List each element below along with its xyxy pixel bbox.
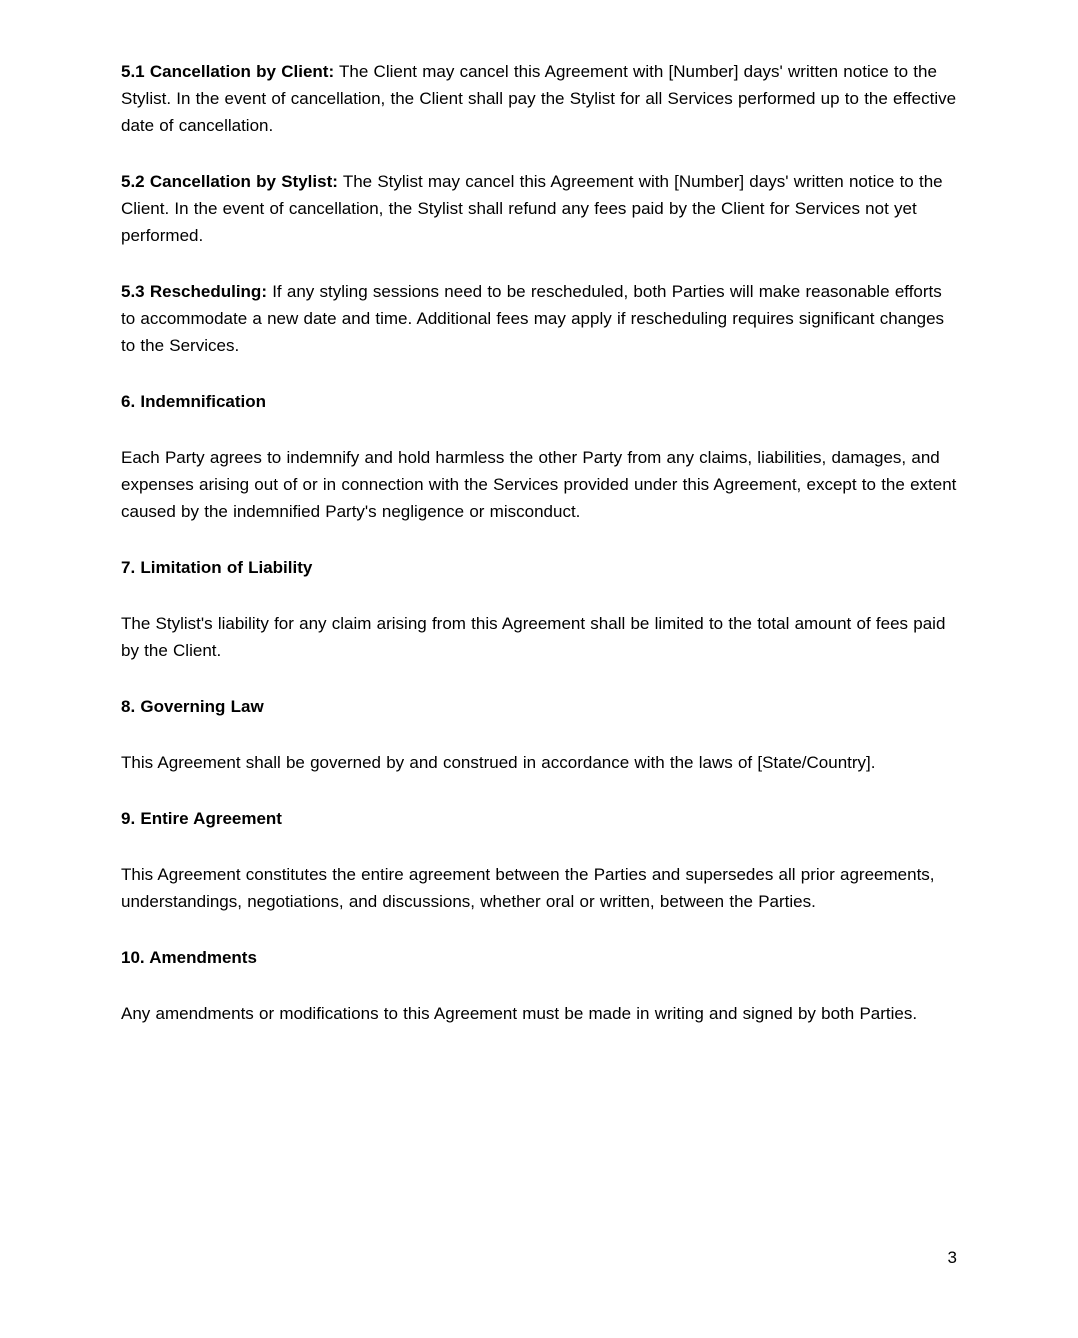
page-number: 3	[947, 1248, 957, 1267]
clause-label: 5.2 Cancellation by Stylist:	[121, 172, 338, 191]
paragraph-entire-agreement	[121, 861, 957, 915]
clause-text: Each Party agrees to indemnify and hold harmless the other Party from any claims, liabilities, damages, and expenses arising out of or in connection with the Services provided under this Agreement, except to the extent caused by the indemnified Party's negligence or misconduct.	[121, 448, 957, 521]
section-heading-limitation-of-liability	[121, 554, 957, 581]
clause-text: The Stylist's liability for any claim arising from this Agreement shall be limited to the total amount of fees paid by the Client.	[121, 614, 946, 660]
clause-text: This Agreement shall be governed by and construed in accordance with the laws of [State/Country].	[121, 753, 876, 772]
section-heading-entire-agreement	[121, 805, 957, 832]
section-heading-governing-law	[121, 693, 957, 720]
document-body	[121, 58, 957, 1027]
section-heading-indemnification	[121, 388, 957, 415]
heading-text: 6. Indemnification	[121, 392, 267, 411]
paragraph-rescheduling	[121, 278, 957, 359]
heading-text: 8. Governing Law	[121, 697, 264, 716]
heading-text: 9. Entire Agreement	[121, 809, 282, 828]
clause-label: 5.3 Rescheduling:	[121, 282, 267, 301]
paragraph-limitation-of-liability	[121, 610, 957, 664]
paragraph-indemnification	[121, 444, 957, 525]
clause-text: If any styling sessions need to be rescheduled, both Parties will make reasonable efforts to accommodate a new date and time. Additional fees may apply if rescheduling requires significant changes to the Services.	[121, 282, 945, 355]
clause-text: Any amendments or modifications to this Agreement must be made in writing and signed by both Parties.	[121, 1004, 918, 1023]
heading-text: 7. Limitation of Liability	[121, 558, 313, 577]
paragraph-cancellation-by-client	[121, 58, 957, 139]
section-heading-amendments	[121, 944, 957, 971]
heading-text: 10. Amendments	[121, 948, 257, 967]
clause-text: The Client may cancel this Agreement with [Number] days' written notice to the Stylist. In the event of cancellation, the Client shall pay the Stylist for all Services performed up to the effective date of cancellation.	[121, 62, 957, 135]
clause-label: 5.1 Cancellation by Client:	[121, 62, 335, 81]
clause-text: The Stylist may cancel this Agreement with [Number] days' written notice to the Client. In the event of cancellation, the Stylist shall refund any fees paid by the Client for Services not yet performed.	[121, 172, 943, 245]
clause-text: This Agreement constitutes the entire agreement between the Parties and supersedes all prior agreements, understandings, negotiations, and discussions, whether oral or written, between the Parties.	[121, 865, 935, 911]
paragraph-governing-law	[121, 749, 957, 776]
paragraph-amendments	[121, 1000, 957, 1027]
paragraph-cancellation-by-stylist	[121, 168, 957, 249]
